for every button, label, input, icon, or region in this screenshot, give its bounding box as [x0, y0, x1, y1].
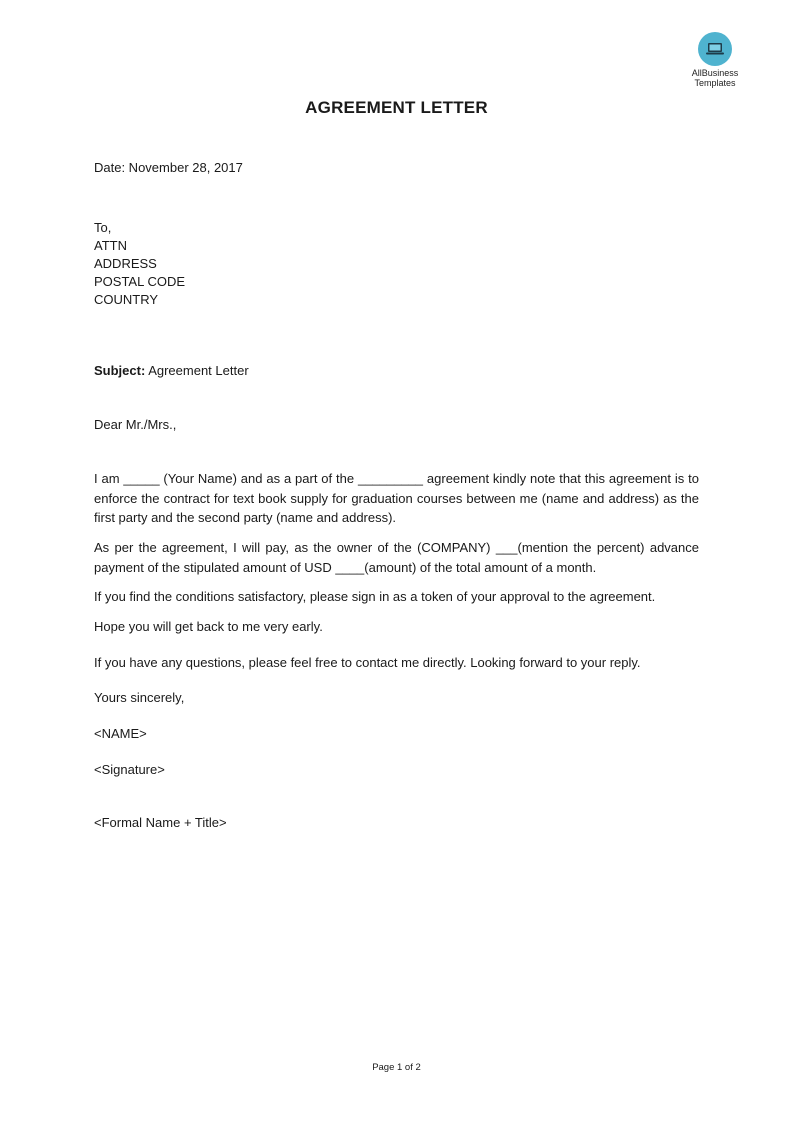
body-paragraph-3: If you find the conditions satisfactory, please sign in as a token of your approval to the agreement.: [94, 589, 656, 604]
logo-line-1: AllBusiness: [691, 68, 739, 78]
recipient-attn: ATTN: [94, 238, 127, 253]
body-paragraph-2: As per the agreement, I will pay, as the owner of the (COMPANY) ___(mention the percent) advance payment of the stipulated amount of USD ____(amount) of the total amount of a month.: [94, 540, 699, 575]
letter-date: Date: November 28, 2017: [94, 160, 243, 175]
page-number: Page 1 of 2: [372, 1062, 421, 1073]
subject-line: [94, 362, 249, 380]
logo-text: [686, 68, 744, 88]
brand-logo: [686, 32, 744, 88]
body-paragraph-5: If you have any questions, please feel free to contact me directly. Looking forward to your reply.: [94, 655, 641, 670]
body-paragraph-1: I am _____ (Your Name) and as a part of the _________ agreement kindly note that this agreement is to enforce the contract for text book supply for graduation courses between me (name and address) as the first party and the second party (name and address).: [94, 471, 699, 525]
recipient-postal-code: POSTAL CODE: [94, 274, 186, 289]
signature-placeholder: <Signature>: [94, 762, 165, 777]
closing: Yours sincerely,: [94, 690, 185, 705]
laptop-icon: [698, 32, 732, 66]
logo-line-2: Templates: [694, 78, 736, 88]
salutation: Dear Mr./Mrs.,: [94, 417, 177, 432]
name-placeholder: <NAME>: [94, 726, 147, 741]
recipient-country: COUNTRY: [94, 292, 159, 307]
recipient-to: To,: [94, 220, 112, 235]
document-title: AGREEMENT LETTER: [305, 98, 488, 117]
body-paragraph-4: Hope you will get back to me very early.: [94, 619, 323, 634]
formal-name-placeholder: <Formal Name + Title>: [94, 815, 227, 830]
subject-value: Agreement Letter: [148, 363, 249, 378]
recipient-address: ADDRESS: [94, 256, 157, 271]
subject-label: Subject:: [94, 363, 146, 378]
